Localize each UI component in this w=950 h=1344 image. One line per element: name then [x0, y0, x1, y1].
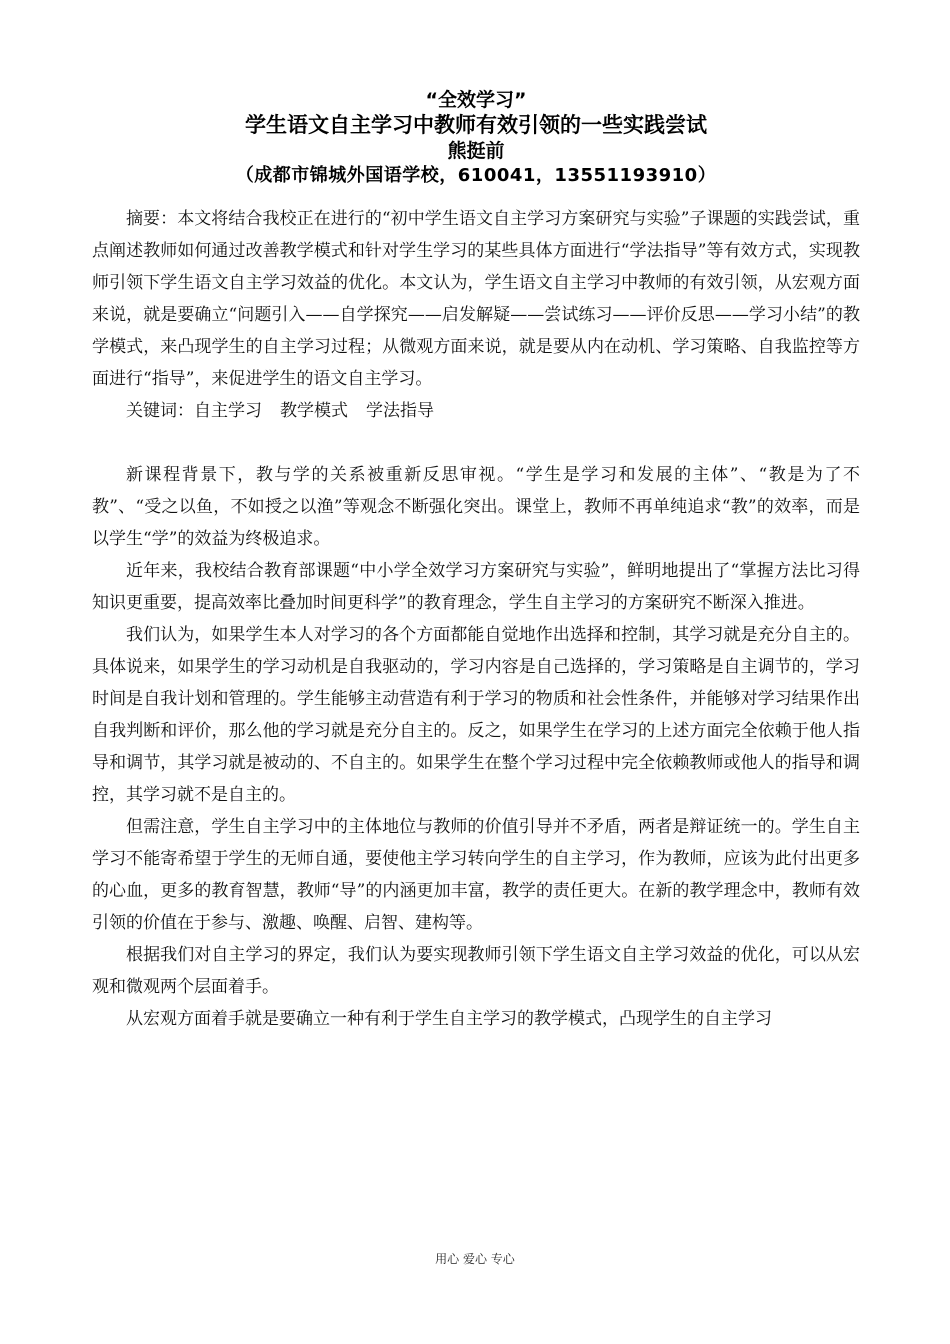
keyword-item: 自主学习	[194, 401, 262, 421]
author-affiliation: （成都市锦城外国语学校，610041，13551193910）	[235, 165, 717, 186]
keywords-paragraph	[92, 395, 860, 427]
body-paragraph: 从宏观方面着手就是要确立一种有利于学生自主学习的教学模式，凸现学生的自主学习	[126, 1009, 772, 1029]
document-header	[92, 88, 860, 189]
document-page	[92, 88, 860, 1035]
body-paragraph: 但需注意，学生自主学习中的主体地位与教师的价值引导并不矛盾，两者是辩证统一的。学生自主学习不能寄希望于学生的无师自通，要使他主学习转向学生的自主学习，作为教师，应该为此付出更多的心血，更多的教育智慧，教师“导”的内涵更加丰富，教学的责任更大。在新的教学理念中，教师有效引领的价值在于参与、激趣、唤醒、启智、建构等。	[92, 817, 860, 933]
author-name: 熊挺前	[447, 140, 505, 162]
body-paragraph: 我们认为，如果学生本人对学习的各个方面都能自觉地作出选择和控制，其学习就是充分自主的。具体说来，如果学生的学习动机是自我驱动的，学习内容是自己选择的，学习策略是自主调节的，学习时间是自我计划和管理的。学生能够主动营造有利于学习的物质和社会性条件，并能够对学习结果作出自我判断和评价，那么他的学习就是充分自主的。反之，如果学生在学习的上述方面完全依赖于他人指导和调节，其学习就是被动的、不自主的。如果学生在整个学习过程中完全依赖教师或他人的指导和调控，其学习就不是自主的。	[92, 625, 860, 805]
document-body	[92, 203, 860, 1035]
keyword-item: 教学模式	[280, 401, 348, 421]
body-paragraph: 新课程背景下，教与学的关系被重新反思审视。“学生是学习和发展的主体”、“教是为了不教”、“受之以鱼，不如授之以渔”等观念不断强化突出。课堂上，教师不再单纯追求“教”的效率，而是以学生“学”的效益为终极追求。	[92, 465, 860, 549]
keyword-item: 学法指导	[366, 401, 434, 421]
abstract-paragraph	[92, 203, 860, 395]
body-paragraph: 近年来，我校结合教育部课题“中小学全效学习方案研究与实验”，鲜明地提出了“掌握方法比习得知识更重要，提高效率比叠加时间更科学”的教育理念，学生自主学习的方案研究不断深入推进。	[92, 561, 860, 613]
keywords-label: 关键词：	[126, 401, 194, 421]
document-title: 学生语文自主学习中教师有效引领的一些实践尝试	[245, 113, 707, 137]
body-paragraph: 根据我们对自主学习的界定，我们认为要实现教师引领下学生语文自主学习效益的优化，可以从宏观和微观两个层面着手。	[92, 945, 860, 997]
abstract-label: 摘要：	[126, 209, 178, 229]
header-series-title: “全效学习”	[425, 89, 527, 111]
abstract-text: 本文将结合我校正在进行的“初中学生语文自主学习方案研究与实验”子课题的实践尝试，重点阐述教师如何通过改善教学模式和针对学生学习的某些具体方面进行“学法指导”等有效方式，实现教师引领下学生语文自主学习效益的优化。本文认为，学生语文自主学习中教师的有效引领，从宏观方面来说，就是要确立“问题引入——自学探究——启发解疑——尝试练习——评价反思——学习小结”的教学模式，来凸现学生的自主学习过程；从微观方面来说，就是要从内在动机、学习策略、自我监控等方面进行“指导”，来促进学生的语文自主学习。	[92, 209, 860, 389]
page-footer: 用心 爱心 专心	[435, 1252, 515, 1266]
